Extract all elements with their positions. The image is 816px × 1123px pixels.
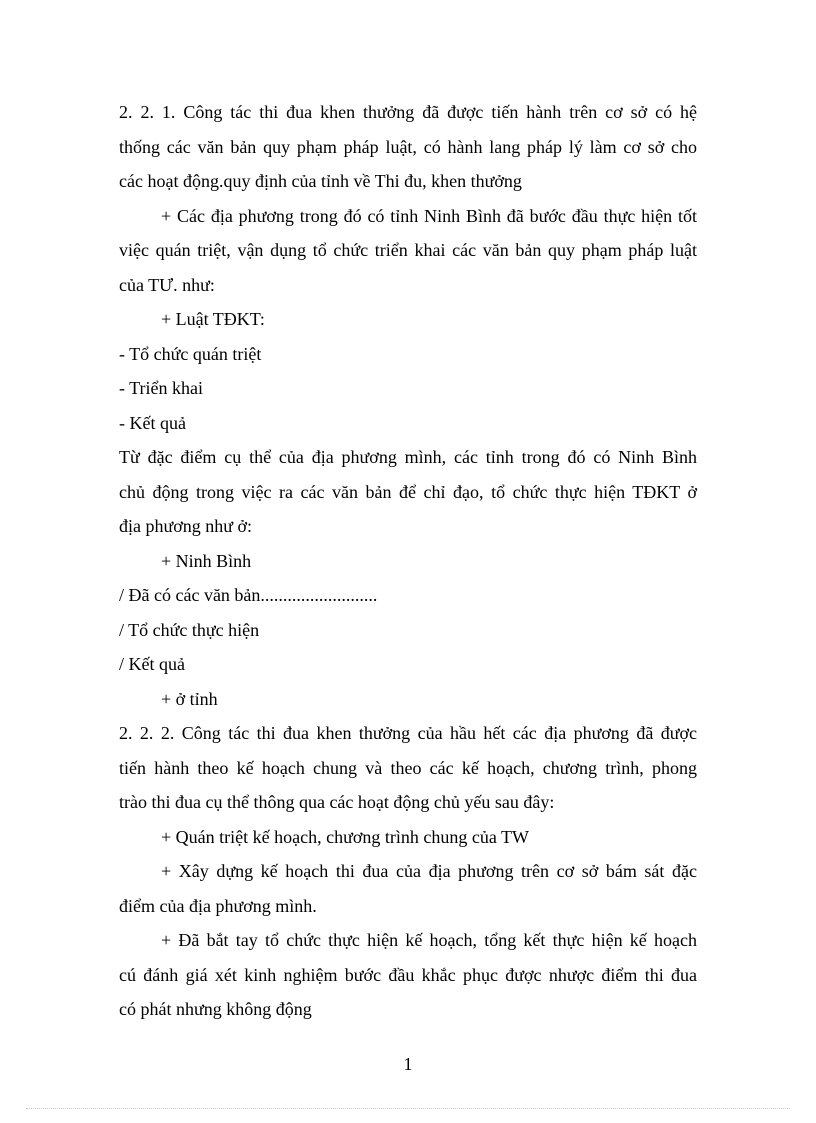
section-2-2-1-line-1: 2. 2. 1. Công tác thi đua khen thưởng đã được tiến hành trên cơ sở có hệ bbox=[119, 102, 697, 122]
page-bottom-divider bbox=[26, 1108, 790, 1109]
paragraph-characteristics-line-1: Từ đặc điểm cụ thể của địa phương mình, các tỉnh trong đó có Ninh Bình bbox=[119, 447, 697, 467]
list-item-plan-building-line-2: điểm của địa phương mình. bbox=[119, 896, 317, 916]
list-item-documents: / Đã có các văn bản.......................... bbox=[119, 585, 378, 605]
list-item-result: - Kết quả bbox=[119, 413, 186, 433]
list-item-province: + ở tỉnh bbox=[161, 689, 218, 709]
section-2-2-2-line-3: trào thi đua cụ thể thông qua các hoạt động chủ yếu sau đây: bbox=[119, 792, 555, 812]
list-item-law: + Luật TĐKT: bbox=[161, 309, 265, 329]
list-item-outcome: / Kết quả bbox=[119, 654, 185, 674]
list-item-plan-execution-line-1: + Đã bắt tay tổ chức thực hiện kế hoạch, tổng kết thực hiện kế hoạch bbox=[161, 930, 697, 950]
list-item-dissemination: - Tổ chức quán triệt bbox=[119, 344, 262, 364]
list-item-plan-dissemination: + Quán triệt kế hoạch, chương trình chung của TW bbox=[161, 827, 529, 847]
paragraph-localities-line-2: việc quán triệt, vận dụng tổ chức triển khai các văn bản quy phạm pháp luật bbox=[119, 240, 697, 260]
section-2-2-2-line-1: 2. 2. 2. Công tác thi đua khen thưởng của hầu hết các địa phương đã được bbox=[119, 723, 697, 743]
paragraph-characteristics-line-2: chủ động trong việc ra các văn bản để chỉ đạo, tổ chức thực hiện TĐKT ở bbox=[119, 482, 697, 502]
section-2-2-1-line-3: các hoạt động.quy định của tỉnh về Thi đu, khen thưởng bbox=[119, 171, 522, 191]
list-item-ninh-binh: + Ninh Bình bbox=[161, 551, 252, 571]
section-2-2-1-line-2: thống các văn bản quy phạm pháp luật, có hành lang pháp lý làm cơ sở cho bbox=[119, 137, 697, 157]
page-number: 1 bbox=[403, 1054, 413, 1074]
paragraph-localities-line-1: + Các địa phương trong đó có tỉnh Ninh Bình đã bước đầu thực hiện tốt bbox=[161, 206, 697, 226]
list-item-implementation: / Tổ chức thực hiện bbox=[119, 620, 260, 640]
list-item-plan-execution-line-3: có phát nhưng không động bbox=[119, 999, 312, 1019]
section-2-2-2-line-2: tiến hành theo kế hoạch chung và theo các kế hoạch, chương trình, phong bbox=[119, 758, 697, 778]
paragraph-characteristics-line-3: địa phương như ở: bbox=[119, 516, 253, 536]
list-item-plan-building-line-1: + Xây dựng kế hoạch thi đua của địa phương trên cơ sở bám sát đặc bbox=[161, 861, 697, 881]
list-item-deployment: - Triển khai bbox=[119, 378, 204, 398]
list-item-plan-execution-line-2: cú đánh giá xét kinh nghiệm bước đầu khắc phục được nhược điểm thi đua bbox=[119, 965, 697, 985]
paragraph-localities-line-3: của TƯ. như: bbox=[119, 275, 215, 295]
